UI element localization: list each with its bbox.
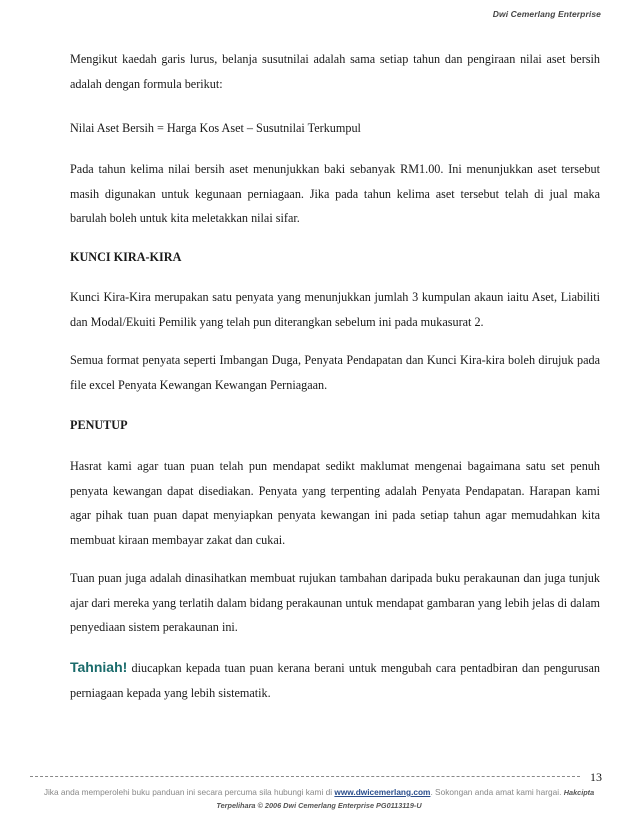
congratulations-text: diucapkan kepada tuan puan kerana berani untuk mengubah cara pentadbiran dan pengurusan perniagaan kepada yang lebih sistematik. — [70, 661, 600, 700]
running-header: Dwi Cemerlang Enterprise — [492, 9, 601, 19]
paragraph-balance-sheet: Kunci Kira-Kira merupakan satu penyata yang menunjukkan jumlah 3 kumpulan akaun iaitu Aset, Liabiliti dan Modal/Ekuiti Pemilik yang telah pun diterangkan sebelum ini pada mukasurat 2. — [70, 290, 600, 329]
paragraph-straight-line-method: Mengikut kaedah garis lurus, belanja susutnilai adalah sama setiap tahun dan pengiraan nilai aset bersih adalah dengan formula berikut: — [70, 52, 600, 91]
paragraph-fifth-year: Pada tahun kelima nilai bersih aset menunjukkan baki sebanyak RM1.00. Ini menunjukkan aset tersebut masih digunakan untuk kegunaan perniagaan. Jika pada tahun kelima aset tersebut telah di jual maka barulah boleh untuk kita meletakkan nilai sifar. — [70, 162, 600, 225]
website-link[interactable]: www.dwicemerlang.com — [334, 787, 431, 797]
copyright-notice: Hakcipta Terpelihara © 2006 Dwi Cemerlang Enterprise PG0113119-U — [216, 788, 595, 810]
paragraph-advice: Tuan puan juga adalah dinasihatkan membuat rujukan tambahan daripada buku perakaunan dan juga tunjuk ajar dari mereka yang terlatih dalam bidang perakaunan untuk mendapat gambaran yang lebih jelas di dalam penyediaan sistem perakaunan ini. — [70, 571, 600, 634]
footer-divider — [30, 776, 580, 777]
paragraph-closing-hope: Hasrat kami agar tuan puan telah pun mendapat sedikt maklumat mengenai bagaimana satu set penuh penyata kewangan dapat disediakan. Penyata yang terpenting adalah Penyata Pendapatan. Harapan kami agar pihak tuan puan dapat menyiapkan penyata kewangan ini pada setiap tahun agar memudahkan kita membuat kiraan membayar zakat dan cukai. — [70, 459, 600, 547]
page-number: 13 — [590, 770, 602, 784]
paragraph-statement-formats: Semua format penyata seperti Imbangan Duga, Penyata Pendapatan dan Kunci Kira-kira boleh dirujuk pada file excel Penyata Kewangan Kewangan Perniagaan. — [70, 353, 600, 392]
heading-penutup: PENUTUP — [70, 418, 128, 432]
tahniah-highlight: Tahniah! — [70, 659, 128, 675]
heading-kunci-kira-kira: KUNCI KIRA-KIRA — [70, 250, 182, 264]
paragraph-net-asset-formula: Nilai Aset Bersih = Harga Kos Aset – Susutnilai Terkumpul — [70, 121, 361, 135]
footer-text-trail: . Sokongan anda amat kami hargai. — [430, 787, 562, 797]
paragraph-congratulations — [70, 655, 600, 705]
footer-text-lead: Jika anda memperolehi buku panduan ini secara percuma sila hubungi kami di — [43, 787, 335, 797]
footer — [30, 786, 608, 812]
